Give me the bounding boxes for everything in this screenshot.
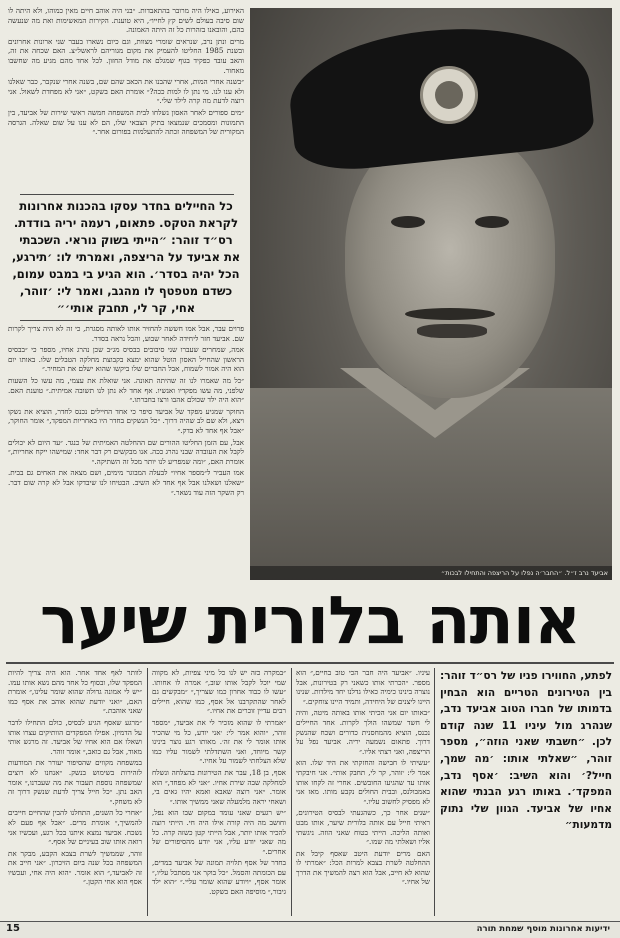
paragraph: ״עשיתי לו חבישה והחזקתי את היד שלו. הוא אמר לי: ׳זוהר, קר לי, תחבק אותי׳. אני חיבקתי אותו עד שהגיעו החובשים. אחרי זה לקחו אותו באמבולנס, ובבית החולים נקבע מותו. מאז אני לא מפסיק לחשוב עליו.״ — [296, 758, 430, 806]
beret-badge-icon — [420, 66, 478, 124]
article-column-middle — [8, 324, 244, 576]
paragraph: ״בשנה אחרי המות, אחרי שהבנו את הכאב שהם שם, בשנה אחרי שנקבר, כבר שאלנו ולא ענו לנו. מי נתן לו למות ככה?״ אומרת האם בשקט, ״אני לא מפחדת לשאול. אני רוצה לדעת מה קרה לילד שלי.״ — [8, 77, 244, 106]
face-shape — [345, 128, 555, 398]
article-column-bottom-1 — [8, 668, 142, 918]
paragraph: במשפחה מקווים שהסיפור יעורר את המודעות לזהירות בשימוש בנשק. ״אנחנו לא רוצים שמשפחה נוספת תעבור את מה שעברנו,״ אומר האב נתן. ״כל חייל צריך לדעת שנשק דרוך זה לא משחק.״ — [8, 758, 142, 806]
intro-paragraph: לפתע, החווירו פניו של רס״ד זוהר: בין הטירונים הטריים הוא הבחין בדמותו של חברו הטוב אביעד נדב, שנהרג מול עיניו 11 שנה קודם לכן. ״חשבתי שאני הוזה״, מספר זוהר, ״שאלתי אותו: ׳מה שמך, חייל?׳ והוא השיב: ׳אסף נדב, המפקד׳. באותו רגע הבנתי שהוא אחיו של אביעד. הגוון שלי נתוק מדמעות״ — [440, 670, 613, 832]
column-divider — [291, 668, 292, 916]
paragraph: ״מרגע שאסף הגיע לבסיס, כולם התחילו לדבר על הדמיון. אפילו המפקדים הוותיקים עצרו אותו ושאלו אם הוא אחיו של אביעד. זה מרגש אותי מאוד, אבל גם כואב,״ אומר זוהר. — [8, 717, 142, 756]
paragraph: ״אמרתי לו שהוא מזכיר לי את אביעד, ״מספר זוהר, ״והוא אמר לי: ׳אני יודע, כל מי שהכיר אותו אומר לי את זה׳. מאותו רגע נוצר בינינו קשר מיוחד, ואני השתדלתי לשמור עליו כמו שלא הצלחתי לשמור על אחיו.״ — [152, 717, 286, 766]
article-column-bottom-3 — [296, 668, 430, 918]
article-column-bottom-2 — [152, 668, 286, 918]
headline: אותה בלורית שיער — [39, 582, 581, 659]
paragraph: אמה, שמחרים שעברו שני סיבובים בבסיס מג״ב שכן נהרג אחיו, מספר כי ״בבסיס הראשון שהחייל האסון הוטל שהוא ימצא בקבוצת מחלקה הטבלים שלו. באותו יום הוא היה אמור לשמוח, אבל החברים שלו ביקשו שהוא ישלם את המחיר.״ — [8, 345, 244, 374]
divider — [6, 662, 614, 664]
article-column-top — [8, 6, 244, 192]
publication-name: ידיעות אחרונות מוסף שמחת תורה — [476, 924, 610, 934]
paragraph: האירוע, כאילו היה מרובר בהתאבדות. ״בני היה אוהב חיים מאין כמוהו, ולא היתה לו שום סיבה בעולם לשים קץ לחייו״, היא טוענת. הקירות המאשימות ואת מה שנעשה בהם, והובאנו בזהרות כל זה היתה האמונה. — [8, 6, 244, 35]
paragraph: אסף, בן 18, עבר את הטירונות בהצלחה ונשלח למחלקה שבה שירת אחיו. ״אני לא מפחד,״ הוא אומר. ״אני רוצה שאבא ואמא יהיו גאים בי, ושאחי יראה מלמעלה שאני ממשיך אותו.״ — [152, 767, 286, 806]
paragraph: עיניו. ״אביעד היה חבר הכי טוב בחיים,״ הוא מספר. ״הכרתי אותו כשאני רק בטירונות, אבל נוצרה בינינו כימיה כאילו גדלנו יחד מילדות. שנינו היינו ליצנים של היחידה, ותמיד היינו צוחקים.״ — [296, 668, 430, 706]
page-footer — [0, 921, 620, 938]
paragraph: ״מים ספורים לאחר האסון נשלחו לבית המשפחה חמשה ראשי שירות של אביעד, בין התמונות ומסמכים שנמצאו בתיק הצבאי שלו, הם לא ענו על שום שאלה. הגרסה המקורית של המשפחה זכתה להתעלמות בפורום אחר.״ — [8, 107, 244, 137]
paragraph: ״במקרה כזה יש לנו כל מיני צפיות, לא מקווה שמי יוכל לקבל אותו שוב,״ אמרה לו אחותו. ״עשו לו כבוד אחרון כמו שצריך,״ ״מבקשים גם לאחר שהתקרבנו אל אסף, כמו שהוא, חיילים רבים עדיין זוכרים את אחיו.״ — [152, 668, 286, 716]
paragraph: ״יש רגעים שאני עומד במקום שבו הוא נפל, וחושב מה היה קורה אילו היה חי. הייתי רוצה להכיר אותו יותר, אבל הייתי קטן כשזה קרה. כל מה שאני יודע עליו, אני יודע מהסיפורים של אחרים.״ — [152, 808, 286, 856]
column-divider — [147, 668, 148, 916]
paragraph: ״שנים אחר כך, כשהגעתי לבסיס הטירונים, ראיתי חייל עם אותה בלורית שיער, אותו מבט ואותה הליכה. הייתי בטוח שאני הוזה. ניגשתי אליו ושאלתי מה שמו.״ — [296, 808, 430, 847]
eye-shape — [391, 216, 425, 228]
paragraph: זוהר, שממשיך לשרת בצבא הקבע, מבקר את המשפחה בכל שנה ביום הזיכרון. ״אני חייב את זה לאביעד,״ הוא אומר. ״הוא היה אחי, ועכשיו אסף הוא אחי הקטן.״ — [8, 848, 142, 887]
paragraph: ״באותו יום אני הכיתי אותו באותה מיטה, והיה לי חשד שמשהו הולך לקרות. אחד החיילים נכנס, הוציא מהמחסנית כדורים ושכח שהנשק דרוך. פתאום נשמעה יריה. אביעד נפל על הריצפה, ואני רצתי אליו.״ — [296, 708, 430, 756]
paragraph: ״אחרי כל השנים, התחלנו להבין שהחיים חייבים להמשיך,״ אומרת מרים. ״אבל אף פעם לא נשכח. אביעד נמצא איתנו בכל רגע, ועכשיו אני רואה אותו שוב בעיניים של אסף.״ — [8, 808, 142, 847]
paragraph: לוותר לאף אחד אחר. הוא היה צריך להיות המפקד שלו, ובסוף כל אחד מהם נשא אותו עמו. ״יש לי אמונה גדולה שהוא שומר עלינו,״ אומרת האם, ״ואני יודעת שהוא אוהב את אסף כמו שאני אוהבת.״ — [8, 668, 142, 716]
mouth-shape — [417, 324, 487, 338]
pull-quote: כל החיילים בחדר עסקו בהכנות אחרונות לקראת הטקס. פתאום, רעמה יריה בודדת. רס״ד זוהר: ״הייתי בשוק נוראי. השכבתי את אביעד על הריצפה, ואמרתי לו: ׳תירגע, הכל יהיה בסדר׳. הוא הגיע בי במבט עמום, כשדם מטפטף לו מהגב, ואמר לי: ׳זוהר, אחי, קר לי, תחבק אותי׳״ — [11, 199, 241, 315]
divider — [20, 194, 234, 195]
column-divider — [434, 668, 435, 916]
paragraph: מרים ונתן נרב, שנראים שומרי מצוות, וגם כיום נשארו בעבר שני ארונות אחרונים ובשנת 1985 החליטו להעמיק את מקום מגוריהם לראשל״צ. האם שכחה את זה, והאב עובד כפקיד בגוף שמגלם את מודל החזון. לכל אחד מהם מגיע מה שחשבו מאחור. — [8, 36, 244, 75]
eye-shape — [475, 216, 509, 228]
paragraph: האם מרים יודעת היטב שאסף קיבל את ההחלטה לשרת בצבא למרות הכל: ״אמרתי לו שהוא לא חייב, אבל הוא רצה להמשיך את הדרך של אחיו.״ — [296, 848, 430, 887]
paragraph: אבל, עם הזמן החליטו ההורים שם ההחלטה האמיתית של כנגד. ״עד היום לא יכולים לקבל את העובדה שבני נהרג ככה. אנו מבקשים רק דבר אחד: שמישהו ייקח אחריות,״ אומרת האם, ״ומה שמפריע לנו יותר מכל זה השתיקה.״ — [8, 437, 244, 466]
page-number: 15 — [6, 923, 20, 934]
paragraph: החוקר שמגיע מפקד של אביעד סיפר כי אחד החיילים נכנס לחדר, הוציא את נשקו ויצא, ולא שם לב שהיה דרוך. ״כל הנשקים בחדר היו באחריות המפקד,״ אומר החוקר, ״אבל אף אחד לא בדק.״ — [8, 406, 244, 435]
paragraph: ״כל מה שאמרו לנו זה שהיתה תאונה. אני שואלת את עצמי, מה עשו כל השעות שלפני, מה עשו מפקדיו ואנשיו. אף אחד לא נתן לנו תשובה אמיתית.״ טוענת האם. ״הוא היה ילד שכולם אהבו ורצו בחברתו.״ — [8, 375, 244, 405]
photo-caption: אביעד נרב ז״ל. ״החבר׳ה נפלו על הריצפה והתחילו לבכות״ — [250, 566, 612, 580]
paragraph: פרוים עבר, אבל אמו חששה להחזיר אותו לאותה מסגרת, כי זה לא היה צריך לקרות שם. אביעד חזר ליחידה לאחר שבוע, והכל נראה בסדר. — [8, 324, 244, 343]
soldier-portrait-photo — [250, 8, 612, 580]
divider — [20, 320, 234, 321]
paragraph: אמו העביר ל״מספר אחיו״ לבעלה המבוגר מימים, ושם מצאה את האחים גם בבית. ״שאלנו ושאלנו אבל אף אחד לא השיב. הבטיחו לנו שיבדקו אבל לא קרה שום דבר. רק השקר הזה עוד נשאר.״ — [8, 468, 244, 497]
mustache-shape — [405, 308, 495, 320]
badge-emblem — [435, 81, 463, 109]
paragraph: בחדר של אסף תלויה תמונה של אביעד במדים, עם הכומתה והסמל. ״כל בוקר אני מסתכל עליו,״ אומר אסף, ״ויודע שהוא שומר עליי.״ ״הוא ילד גיבור,״ מוסיפה האם בשקט. — [152, 858, 286, 897]
